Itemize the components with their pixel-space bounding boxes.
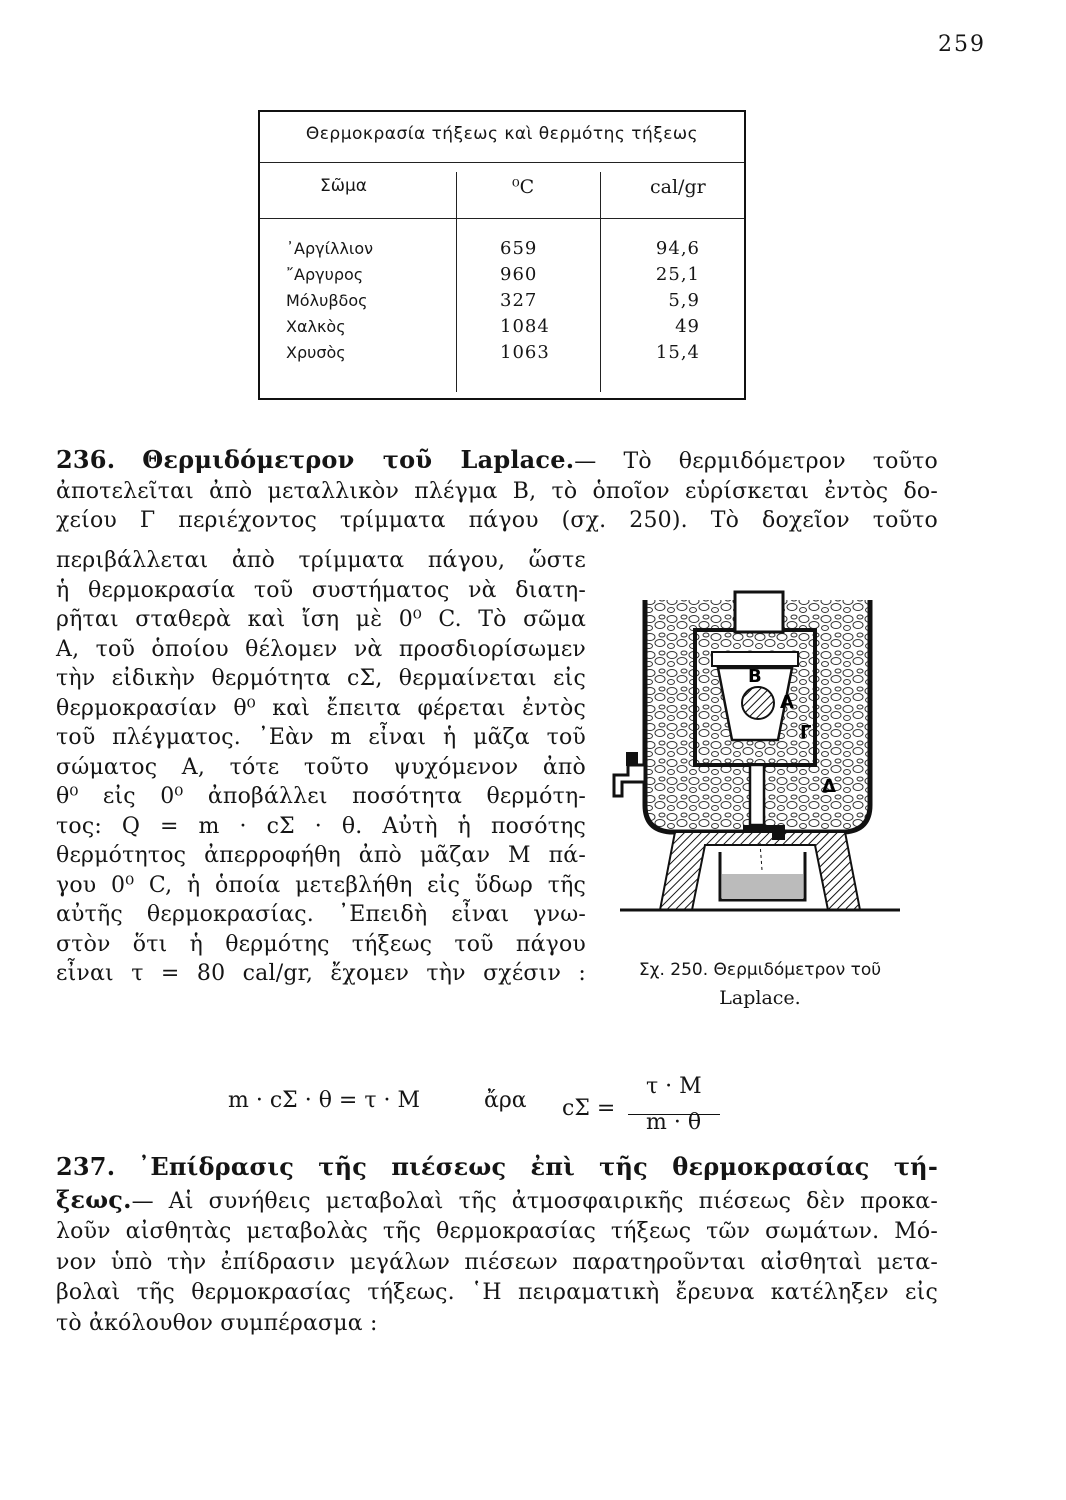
- lid: [735, 592, 783, 632]
- text-line: εἶναι τ = 80 cal/gr, ἔχομεν τὴν σχέσιν :: [56, 961, 586, 986]
- calorimeter-figure: [600, 560, 910, 940]
- text-line: ἀποτελεῖται ἀπὸ μεταλλικὸν πλέγμα Β, τὸ ὁποῖον εὑρίσκεται ἐντὸς δο-: [56, 478, 938, 504]
- table-cell: 1063: [500, 342, 550, 363]
- text-line: [56, 1152, 938, 1185]
- caption-line: Laplace.: [719, 987, 801, 1009]
- header-celsius: ⁰C: [512, 176, 535, 198]
- label-a: A: [780, 692, 794, 713]
- table-rule: [260, 162, 744, 163]
- figure-caption: [600, 956, 920, 1012]
- table-rule: [260, 218, 744, 219]
- text-line: ρῆται σταθερὰ καὶ ἴση μὲ 0⁰ C. Τὸ σῶμα: [56, 607, 586, 632]
- text-line: θερμοκρασίαν θ⁰ καὶ ἔπειτα φέρεται ἐντὸς: [56, 695, 586, 721]
- table-cell: ῎Αργυρος: [286, 265, 364, 284]
- table-cell: 94,6: [655, 238, 700, 259]
- table-cell: 49: [675, 316, 700, 337]
- table-cell: 1084: [500, 316, 550, 337]
- table-cell: 327: [500, 290, 538, 311]
- text-line: βολαὶ τῆς θερμοκρασίας τήξεως. ῾Η πειραματικὴ ἔρευνα κατέληξεν εἰς: [56, 1280, 938, 1305]
- text-line: γου 0⁰ C, ἡ ὁποία μετεβλήθη εἰς ὕδωρ τῆς: [56, 872, 586, 898]
- formula-variable: cΣ =: [562, 1096, 616, 1121]
- column-substances: [286, 236, 373, 366]
- table-cell: 5,9: [668, 290, 700, 311]
- table-cell: ᾿Αργίλλιον: [286, 239, 374, 258]
- text-line: σώματος Α, τότε τοῦτο ψυχόμενον ἀπὸ: [56, 754, 586, 780]
- text-line: λοῦν αἰσθητὰς μεταβολὰς τῆς θερμοκρασίας τήξεως τῶν σωμάτων. Μό-: [56, 1219, 938, 1244]
- text-line: θερμότητος ἀπερροφήθη ἀπὸ μᾶζαν Μ πά-: [56, 843, 586, 868]
- table-cell: 25,1: [655, 264, 700, 285]
- text-line: [56, 1185, 938, 1218]
- drain-pipe: [750, 765, 764, 825]
- beaker-water: [722, 874, 803, 899]
- side-tap-handle: [626, 752, 638, 766]
- table-column-divider: [456, 172, 457, 392]
- table-cell: Μόλυβδος: [286, 291, 368, 310]
- text-fragment: — Τὸ θερμιδόμετρον τοῦτο: [574, 449, 938, 474]
- section-title-continued: ξεως.: [56, 1184, 132, 1214]
- side-tap: [614, 765, 645, 796]
- inner-lid: [712, 652, 798, 666]
- table-cell: 15,4: [655, 342, 700, 363]
- caption-line: Σχ. 250. Θερμιδόμετρον τοῦ: [638, 960, 882, 980]
- table-title: Θερμοκρασία τήξεως καὶ θερμότης τήξεως: [305, 124, 699, 144]
- table-column-divider: [600, 172, 601, 392]
- text-line: τὴν εἰδικὴν θερμότητα cΣ, θερμαίνεται εἰς: [56, 666, 586, 691]
- section-number: 236.: [56, 445, 116, 474]
- table-cell: 960: [500, 264, 538, 285]
- melting-table: [258, 110, 746, 400]
- header-cal-gr: cal/gr: [650, 176, 706, 198]
- text-line: ἡ θερμοκρασία τοῦ συστήματος νὰ διατη-: [56, 577, 586, 603]
- text-line: τος: Q = m · cΣ · θ. Αὐτὴ ἡ ποσότης: [56, 813, 586, 839]
- formula-connector: ἄρα: [484, 1088, 527, 1113]
- section-title: Θερμιδόμετρον τοῦ Laplace.: [142, 445, 575, 474]
- header-body: Σῶμα: [320, 176, 367, 196]
- formula-lhs: m · cΣ · θ = τ · M: [228, 1088, 421, 1113]
- text-line: [56, 445, 938, 477]
- text-line: στὸν ὅτι ἡ θερμότης τήξεως τοῦ πάγου: [56, 931, 586, 957]
- text-line: περιβάλλεται ἀπὸ τρίμματα πάγου, ὥστε: [56, 548, 586, 573]
- section-number: 237.: [56, 1152, 116, 1181]
- label-d: Δ: [822, 776, 836, 797]
- formula-numerator: τ · M: [646, 1074, 702, 1099]
- text-line: θ⁰ εἰς 0⁰ ἀποβάλλει ποσότητα θερμότη-: [56, 784, 586, 809]
- body-a: [742, 687, 774, 719]
- table-cell: Χρυσὸς: [286, 343, 346, 362]
- column-melting-point: [500, 236, 550, 366]
- text-line: τοῦ πλέγματος. ᾿Εὰν m εἶναι ἡ μᾶζα τοῦ: [56, 725, 586, 750]
- text-line: τὸ ἀκόλουθον συμπέρασμα :: [56, 1310, 378, 1336]
- table-cell: 659: [500, 238, 538, 259]
- page-number: 259: [938, 32, 986, 57]
- text-line: χείου Γ περιέχοντος τρίμματα πάγου (σχ. 250). Τὸ δοχεῖον τοῦτο: [56, 508, 938, 533]
- column-heat-of-fusion: [650, 236, 700, 366]
- text-line: αὐτῆς θερμοκρασίας. ᾿Επειδὴ εἶναι γνω-: [56, 902, 586, 927]
- text-line: νον ὑπὸ τὴν ἐπίδρασιν μεγάλων πιέσεων παρατηροῦνται αἰσθηταὶ μετα-: [56, 1249, 938, 1275]
- section-237: [56, 1152, 938, 1339]
- text-fragment: — Αἱ συνήθεις μεταβολαὶ τῆς ἀτμοσφαιρικῆς πιέσεως δὲν προκα-: [131, 1188, 938, 1214]
- table-cell: Χαλκὸς: [286, 317, 346, 336]
- section-236-intro: [56, 445, 938, 536]
- section-236-body: [56, 546, 586, 989]
- text-line: Α, τοῦ ὁποίου θέλομεν νὰ προσδιορίσωμεν: [56, 636, 586, 662]
- formula-denominator: m · θ: [646, 1110, 702, 1135]
- label-g: Γ: [800, 722, 812, 743]
- section-title: ᾿Επίδρασις τῆς πιέσεως ἐπὶ τῆς θερμοκρασίας τή-: [138, 1152, 938, 1181]
- label-b: B: [748, 666, 762, 687]
